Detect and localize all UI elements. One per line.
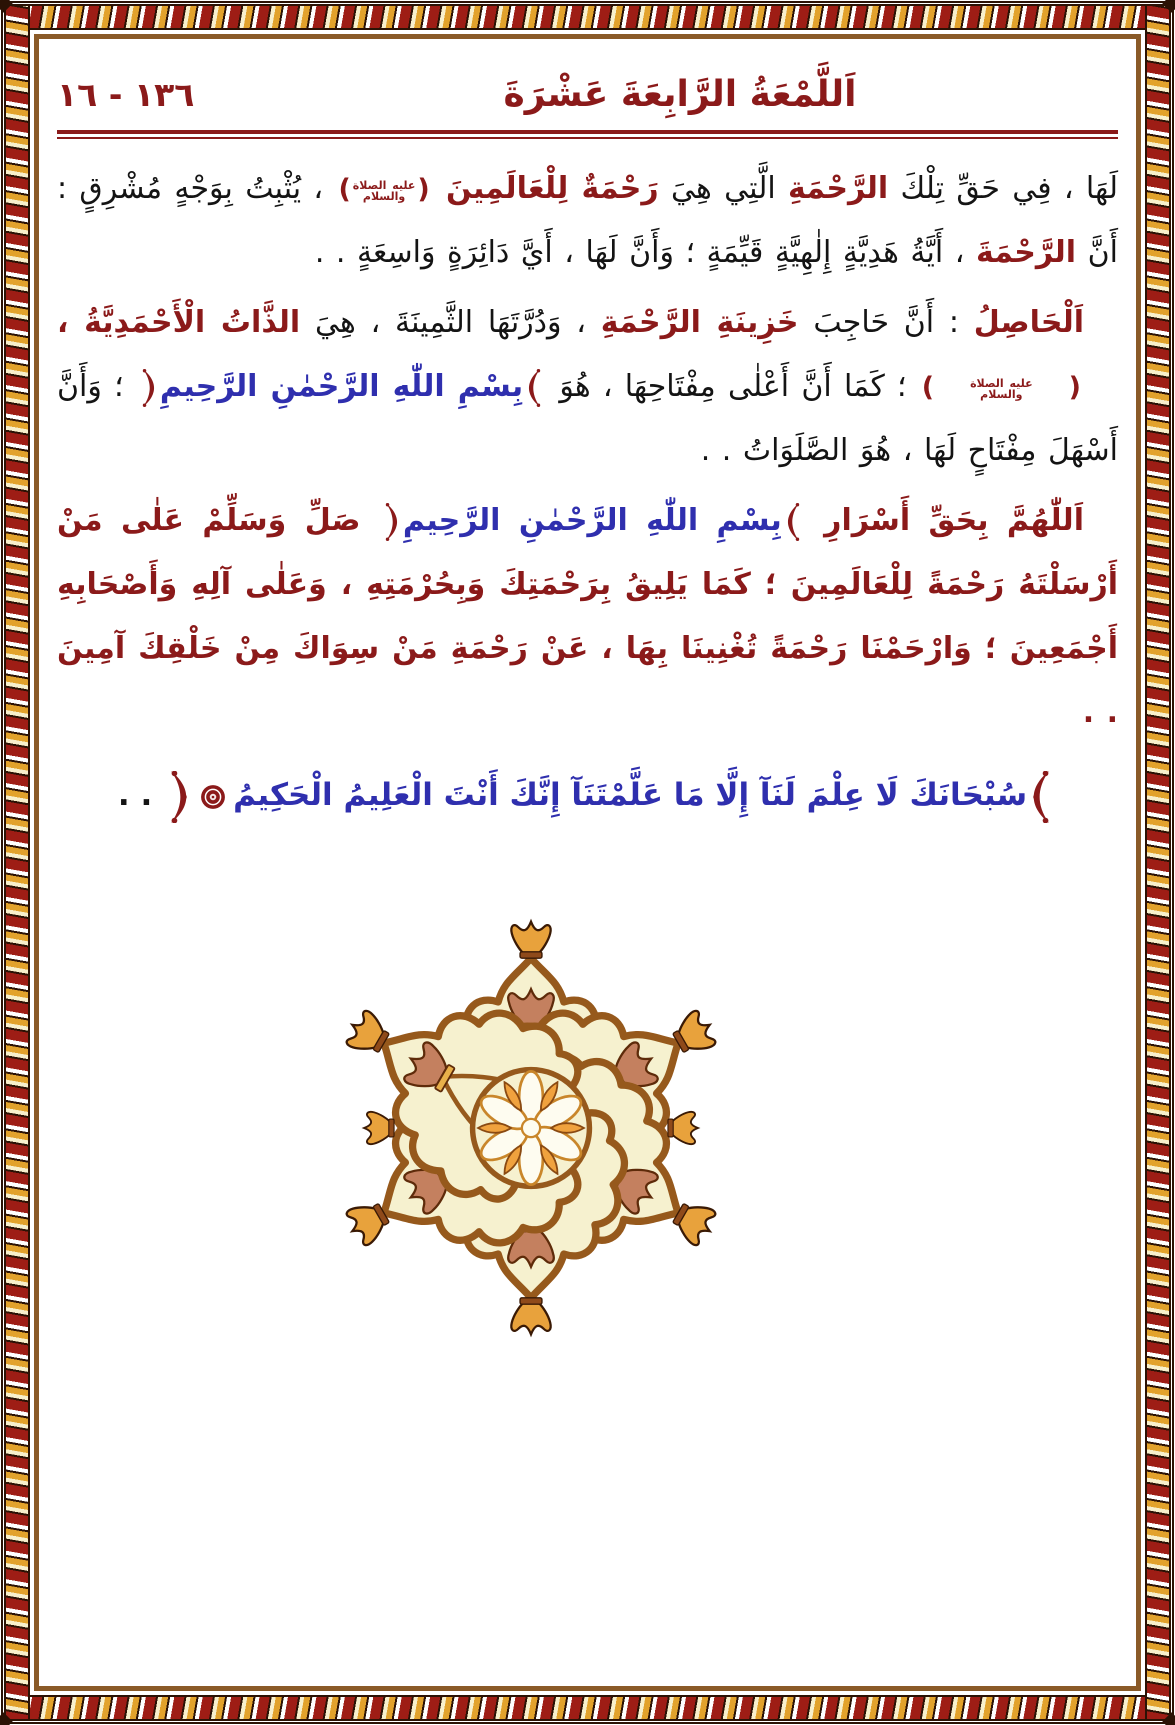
basmala-text: بِسْمِ اللّٰهِ الرَّحْمٰنِ الرَّحِيمِ <box>159 369 524 404</box>
chapter-title: اَللَّمْعَةُ الرَّابِعَةَ عَشْرَةَ <box>503 74 857 115</box>
ligature-paren-open: ( <box>1068 372 1081 403</box>
emphasis-red: رَحْمَةٌ لِلْعَالَمِينَ <box>432 171 659 206</box>
ornate-bracket-close-icon <box>141 369 155 407</box>
verse-end-medallion-icon <box>200 784 226 810</box>
paragraph-1 <box>57 157 1118 285</box>
salawat-ligature <box>338 176 429 203</box>
page-content <box>57 0 1118 833</box>
salawat-stack <box>351 180 418 202</box>
text-segment: ، وَدُرَّتَهَا الثَّمِينَةَ ، هِيَ <box>300 305 601 340</box>
six-fold-rosette <box>321 918 741 1338</box>
page-header <box>57 70 1118 120</box>
border-band-right <box>1145 4 1171 1721</box>
paragraph-3-prayer <box>57 489 1118 745</box>
salawat-stack <box>968 378 1069 400</box>
border-band-left <box>4 4 30 1721</box>
trailing-dots: . . <box>117 777 164 813</box>
ornate-bracket-open-icon <box>1032 771 1052 823</box>
border-band-bottom <box>4 1695 1171 1721</box>
emphasis-red: الرَّحْمَةِ <box>788 171 889 206</box>
text-segment: ، يُثْبِتُ بِوَجْهٍ مُشْرِقٍ : أَنَّ <box>57 171 1118 270</box>
text-segment: لَهَا ، فِي حَقِّ تِلْكَ <box>888 171 1119 206</box>
ligature-paren-close: ) <box>921 372 935 403</box>
ornate-bracket-close-icon <box>384 503 398 541</box>
emphasis-red: الرَّحْمَةَ <box>975 235 1077 270</box>
emphasis-red: خَزِينَةِ الرَّحْمَةِ <box>600 305 799 340</box>
header-double-rule <box>57 130 1118 139</box>
prayer-segment: صَلِّ وَسَلِّمْ عَلٰى مَنْ أَرْسَلْتَهُ رَحْمَةً لِلْعَالَمِينَ ؛ كَمَا يَلِيقُ بِرَحْمَتِكَ وَبِحُرْمَتِهِ ، وَعَلٰى آلِهِ وَأَصْحَابِهِ أَجْمَعِينَ ؛ وَارْحَمْنَا رَحْمَةً تُغْنِينَا بِهَا ، عَنْ رَحْمَةِ مَنْ سِوَاكَ مِنْ خَلْقِكَ آمِينَ . . <box>57 503 1118 730</box>
text-segment: ؛ وَأَنَّ أَسْهَلَ مِفْتَاحٍ لَهَا ، هُوَ الصَّلَوَاتُ . . <box>57 369 1118 468</box>
quran-verse-line <box>57 757 1118 833</box>
emphasis-red: الذَّاتُ الْأَحْمَدِيَّةُ ، <box>57 305 301 340</box>
prayer-segment: اَللّٰهُمَّ بِحَقِّ أَسْرَارِ <box>805 503 1084 538</box>
side-tulip-icon <box>364 1112 394 1144</box>
text-segment: ، أَيَّةُ هَدِيَّةٍ إِلٰهِيَّةٍ قَيِّمَةٍ ؛ وَأَنَّ لَهَا ، أَيَّ دَائِرَةٍ وَاسِعَةٍ . . <box>314 235 976 270</box>
footer-rosette-ornament <box>321 918 741 1338</box>
salawat-line-2: والسلام <box>980 387 1023 401</box>
ornate-bracket-open-icon <box>787 503 801 541</box>
side-tulip-icon <box>668 1112 698 1144</box>
salawat-ligature <box>922 374 1115 401</box>
salawat-line-2: والسلام <box>362 189 406 203</box>
ornate-bracket-open-icon <box>528 369 542 407</box>
emphasis-red: اَلْحَاصِلُ <box>973 305 1084 340</box>
text-segment: الَّتِي هِيَ <box>658 171 789 206</box>
basmala-text: بِسْمِ اللّٰهِ الرَّحْمٰنِ الرَّحِيمِ <box>402 503 782 538</box>
text-segment: : أَنَّ حَاجِبَ <box>798 305 974 340</box>
text-segment: ؛ كَمَا أَنَّ أَعْلٰى مِفْتَاحِهَا ، هُوَ <box>547 369 919 404</box>
salawat-line-1: عليه الصلاة <box>352 178 416 192</box>
ligature-paren-close: ) <box>338 174 351 205</box>
verse-text: سُبْحَانَكَ لَا عِلْمَ لَنَآ إِلَّا مَا عَلَّمْتَنَآ إِنَّكَ أَنْتَ الْعَلِيمُ الْحَكِيمُ <box>233 777 1028 813</box>
ornate-bracket-close-icon <box>168 771 188 823</box>
page-number: ١٣٦ - ١٦ <box>57 75 195 114</box>
salawat-line-1: عليه الصلاة <box>970 376 1033 390</box>
paragraph-2 <box>57 291 1118 483</box>
ligature-paren-open: ( <box>417 174 430 205</box>
